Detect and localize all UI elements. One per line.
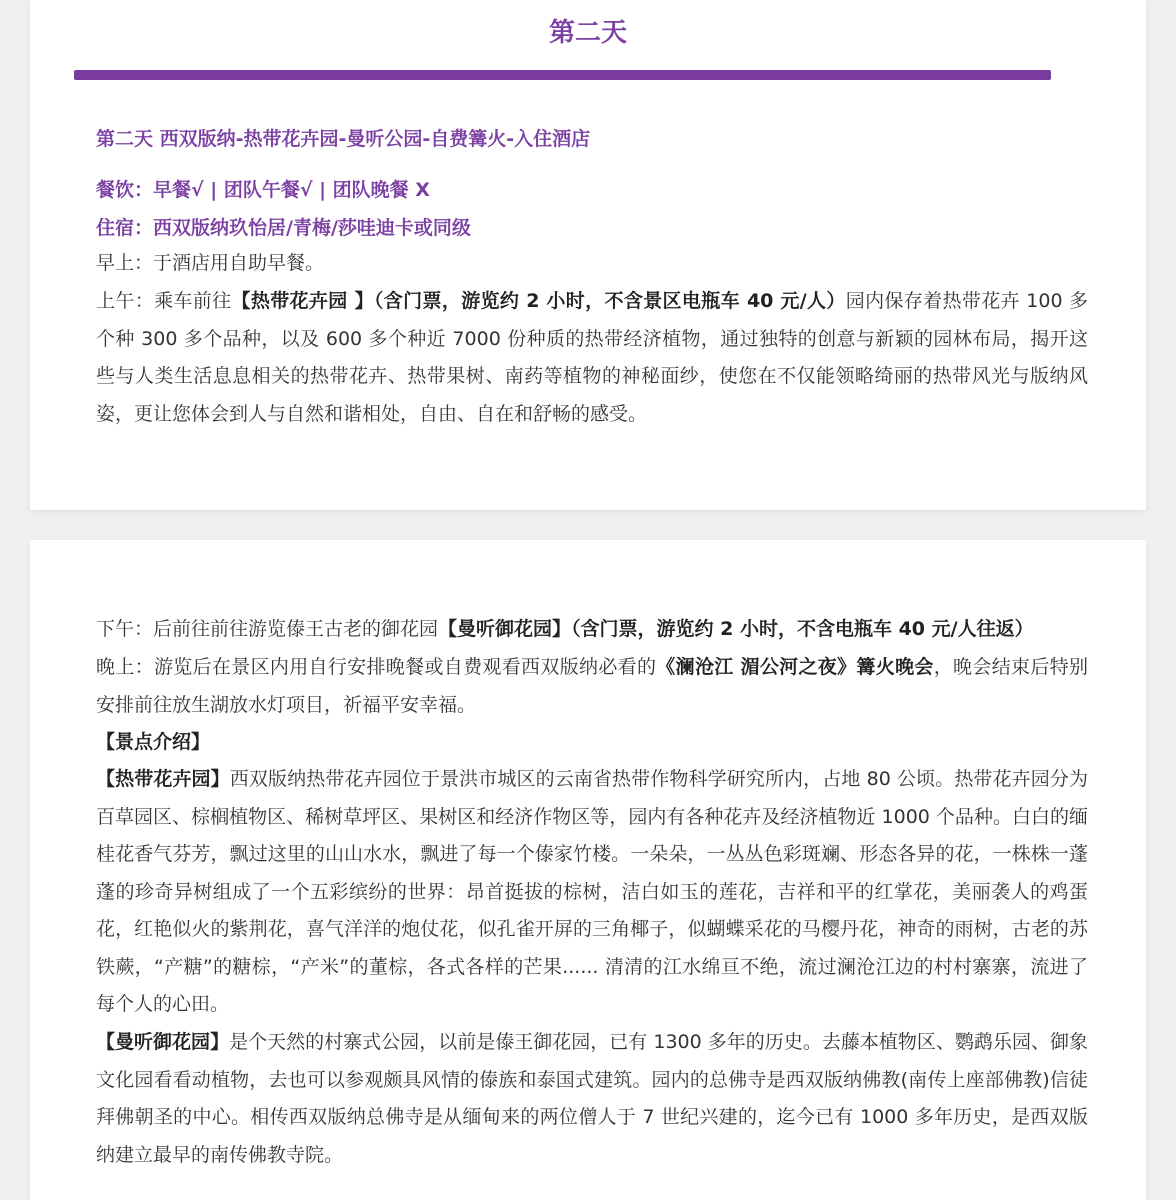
forenoon-highlight: 【热带花卉园 】（含门票，游览约 2 小时，不含景区电瓶车 40 元/人）: [231, 290, 846, 312]
intro-flower-garden: [96, 761, 1088, 1024]
meals-line: 餐饮：早餐√ | 团队午餐√ | 团队晚餐 X: [96, 179, 430, 201]
morning-line: 早上：于酒店用自助早餐。: [96, 252, 325, 274]
evening-prefix: 晚上：游览后在景区内用自行安排晚餐或自费观看西双版纳必看的: [96, 656, 657, 678]
afternoon-prefix: 下午：后前往前往游览傣王古老的御花园: [96, 618, 439, 640]
afternoon-line: [96, 611, 1034, 649]
evening-highlight: 《澜沧江 湄公河之夜》篝火晚会: [656, 656, 934, 678]
intro-royal-garden-title: 【曼听御花园】: [96, 1031, 230, 1053]
day-title: 第二天: [548, 18, 627, 48]
intro-royal-garden-text: 是个天然的村寨式公园，以前是傣王御花园，已有 1300 多年的历史。去藤本植物区、鹦鹉乐园、御象文化园看看动植物，去也可以参观颇具风情的傣族和泰国式建筑。园内的总佛寺是西双版纳佛教(南传上座部佛教)信徒拜佛朝圣的中心。相传西双版纳总佛寺是从缅甸来的两位僧人于 7 世纪兴建的，迄今已有 1000 多年历史，是西双版纳建立最早的南传佛教寺院。: [96, 1031, 1088, 1166]
forenoon-paragraph: [96, 283, 1088, 433]
itinerary-heading: 第二天 西双版纳-热带花卉园-曼听公园-自费篝火-入住酒店: [96, 128, 591, 150]
intro-heading: 【景点介绍】: [96, 731, 211, 753]
evening-text: ，晚会结束后特别安排前往放生湖放水灯项目，祈福平安幸福。: [96, 656, 1088, 716]
intro-royal-garden: [96, 1024, 1088, 1174]
evening-paragraph: [96, 649, 1088, 724]
intro-flower-garden-title: 【热带花卉园】: [96, 768, 230, 790]
title-divider-bar: [74, 70, 1051, 80]
forenoon-prefix: 上午：乘车前往: [96, 290, 232, 312]
afternoon-highlight: 【曼听御花园】（含门票，游览约 2 小时，不含电瓶车 40 元/人往返）: [438, 618, 1034, 640]
forenoon-text: 园内保存着热带花卉 100 多个种 300 多个品种，以及 600 多个种近 7000 份种质的热带经济植物，通过独特的创意与新颖的园林布局，揭开这些与人类生活息息相关的热带花卉、热带果树、南药等植物的神秘面纱，使您在不仅能领略绮丽的热带风光与版纳风姿，更让您体会到人与自然和谐相处，自由、自在和舒畅的感受。: [96, 290, 1088, 425]
intro-flower-garden-text: 西双版纳热带花卉园位于景洪市城区的云南省热带作物科学研究所内，占地 80 公顷。热带花卉园分为百草园区、棕榈植物区、稀树草坪区、果树区和经济作物区等，园内有各种花卉及经济植物近 1000 个品种。白白的缅桂花香气芬芳，飘过这里的山山水水，飘进了每一个傣家竹楼。一朵朵，一丛丛色彩斑斓、形态各异的花，一株株一蓬蓬的珍奇异树组成了一个五彩缤纷的世界：昂首挺拔的棕树，洁白如玉的莲花，吉祥和平的红掌花，美丽袭人的鸡蛋花，红艳似火的紫荆花，喜气洋洋的炮仗花，似孔雀开屏的三角椰子，似蝴蝶采花的马樱丹花，神奇的雨树，古老的苏铁蕨，“产糖”的糖棕，“产米”的董棕，各式各样的芒果...... 清清的江水绵亘不绝，流过澜沧江边的村村寨寨，流进了每个人的心田。: [96, 768, 1088, 1015]
hotel-line: 住宿：西双版纳玖怡居/青梅/莎哇迪卡或同级: [96, 217, 471, 239]
day-card-bottom: [30, 540, 1146, 1200]
day-card-top: [30, 0, 1146, 510]
